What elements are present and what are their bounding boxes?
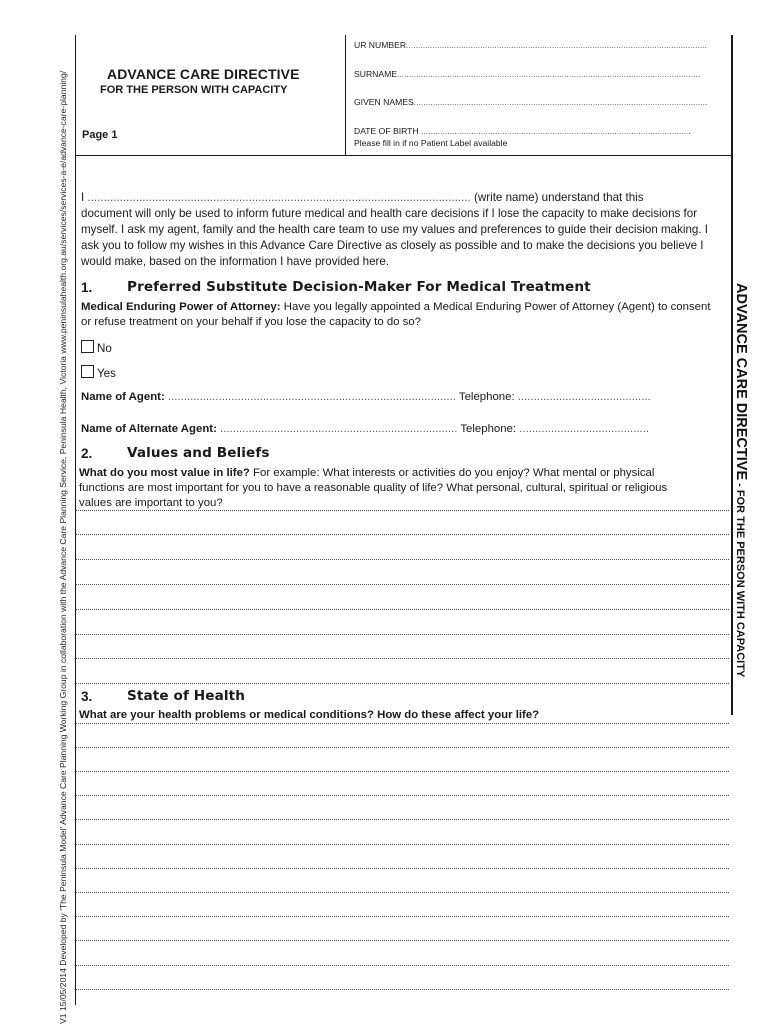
section2-heading [81, 445, 270, 463]
values-answer-line[interactable] [76, 510, 729, 511]
section3-heading [81, 688, 246, 706]
alternate-agent-field[interactable]: Name of Alternate Agent: ........................................................................... Telephone: ......................................... [81, 423, 650, 435]
header-bottom-line [75, 155, 732, 156]
ur-number-label: UR NUMBER [354, 40, 407, 50]
section1-question-rest: Have you legally appointed a Medical Enduring Power of Attorney (Agent) to consent or refuse treatment on your behalf if you lose the capacity to do so? [81, 301, 711, 328]
form-subtitle: FOR THE PERSON WITH CAPACITY [100, 84, 288, 96]
left-border [75, 35, 76, 1005]
intro-paragraph [81, 190, 726, 270]
section1-number: 1. [81, 280, 93, 295]
page-label: Page 1 [82, 129, 118, 141]
surname-field[interactable]: SURNAME............................................................................................................................... [354, 69, 701, 79]
alternate-agent-label: Name of Alternate Agent: [81, 423, 217, 435]
alternate-telephone-label: Telephone: [460, 423, 517, 435]
side-form-title [730, 283, 752, 703]
section1-question [81, 300, 721, 330]
values-answer-line[interactable] [76, 683, 729, 684]
health-answer-line[interactable] [76, 965, 729, 966]
values-answer-line[interactable] [76, 559, 729, 560]
values-answer-line[interactable] [76, 584, 729, 585]
given-names-field[interactable]: GIVEN NAMES........................................................................................................................... [354, 97, 708, 107]
form-title: ADVANCE CARE DIRECTIVE [107, 66, 300, 82]
agent-telephone-label: Telephone: [458, 391, 515, 403]
intro-name-line[interactable]: I ....................................................................................................................... (write name) understand that this [81, 191, 644, 204]
values-answer-line[interactable] [76, 658, 729, 659]
section1-title: Preferred Substitute Decision-Maker For Medical Treatment [127, 279, 591, 295]
date-of-birth-label: DATE OF BIRTH [354, 126, 419, 136]
option-yes[interactable] [81, 365, 116, 380]
section2-number: 2. [81, 446, 93, 461]
health-answer-line[interactable] [76, 989, 729, 990]
side-credit-text: V1 15/05/2014 Developed by 'The Peninsula Model' Advance Care Planning Working Group in collaboration with the Advance Care Planning Service, Peninsula Health, Victoria www.peninsulahealth.org.au/services/services-a-e/advance-care-planning/ [58, 70, 68, 1024]
ur-number-field[interactable]: UR NUMBER.............................................................................................................................. [354, 40, 707, 50]
health-answer-line[interactable] [76, 892, 729, 893]
agent-name-label: Name of Agent: [81, 391, 165, 403]
side-form-title-sub: - FOR THE PERSON WITH CAPACITY [734, 480, 746, 678]
intro-prefix: I [81, 191, 85, 204]
given-names-label: GIVEN NAMES [354, 97, 414, 107]
health-answer-line[interactable] [76, 771, 729, 772]
section2-question-rest: For example: What interests or activities do you enjoy? What mental or physical functions are most important for you to have a reasonable quality of life? What personal, cultural, spiritual or religious values are important to you? [79, 467, 668, 509]
section3-title: State of Health [127, 688, 246, 704]
health-answer-line[interactable] [76, 940, 729, 941]
agent-name-field[interactable]: Name of Agent: ........................................................................................... Telephone: .......................................... [81, 391, 651, 403]
header-divider [345, 35, 346, 155]
health-answer-line[interactable] [76, 795, 729, 796]
option-no[interactable] [81, 340, 112, 355]
intro-text: document will only be used to inform future medical and health care decisions if I lose the capacity to make decisions for myself. I ask my agent, family and the health care team to use my values and preferences to guide their decision making. I ask you to follow my wishes in this Advance Care Directive as closely as possible and to make the decisions you believe I would make, based on the information I have provided here. [81, 207, 709, 268]
side-form-title-main: ADVANCE CARE DIRECTIVE [733, 283, 749, 481]
section2-title: Values and Beliefs [127, 445, 270, 461]
section1-heading [81, 279, 591, 297]
patient-label-note: Please fill in if no Patient Label available [354, 138, 508, 148]
surname-label: SURNAME [354, 69, 397, 79]
health-answer-line[interactable] [76, 747, 729, 748]
health-answer-line[interactable] [76, 916, 729, 917]
intro-suffix: (write name) understand that this [474, 191, 644, 204]
section2-question-bold: What do you most value in life? [79, 467, 250, 479]
health-answer-line[interactable] [76, 723, 729, 724]
section1-question-bold: Medical Enduring Power of Attorney: [81, 301, 281, 313]
values-answer-line[interactable] [76, 534, 729, 535]
health-answer-line[interactable] [76, 868, 729, 869]
section3-question-text: What are your health problems or medical conditions? How do these affect your life? [79, 709, 540, 721]
health-answer-line[interactable] [76, 819, 729, 820]
checkbox-no[interactable] [81, 340, 94, 353]
checkbox-yes[interactable] [81, 365, 94, 378]
right-border [731, 35, 733, 715]
option-no-label: No [97, 342, 112, 355]
section3-number: 3. [81, 689, 93, 704]
values-answer-line[interactable] [76, 634, 729, 635]
section3-question [79, 708, 719, 723]
values-answer-line[interactable] [76, 609, 729, 610]
section2-question [79, 466, 699, 511]
option-yes-label: Yes [97, 367, 116, 380]
date-of-birth-field[interactable]: DATE OF BIRTH ................................................................................................................. [354, 126, 691, 136]
health-answer-line[interactable] [76, 844, 729, 845]
